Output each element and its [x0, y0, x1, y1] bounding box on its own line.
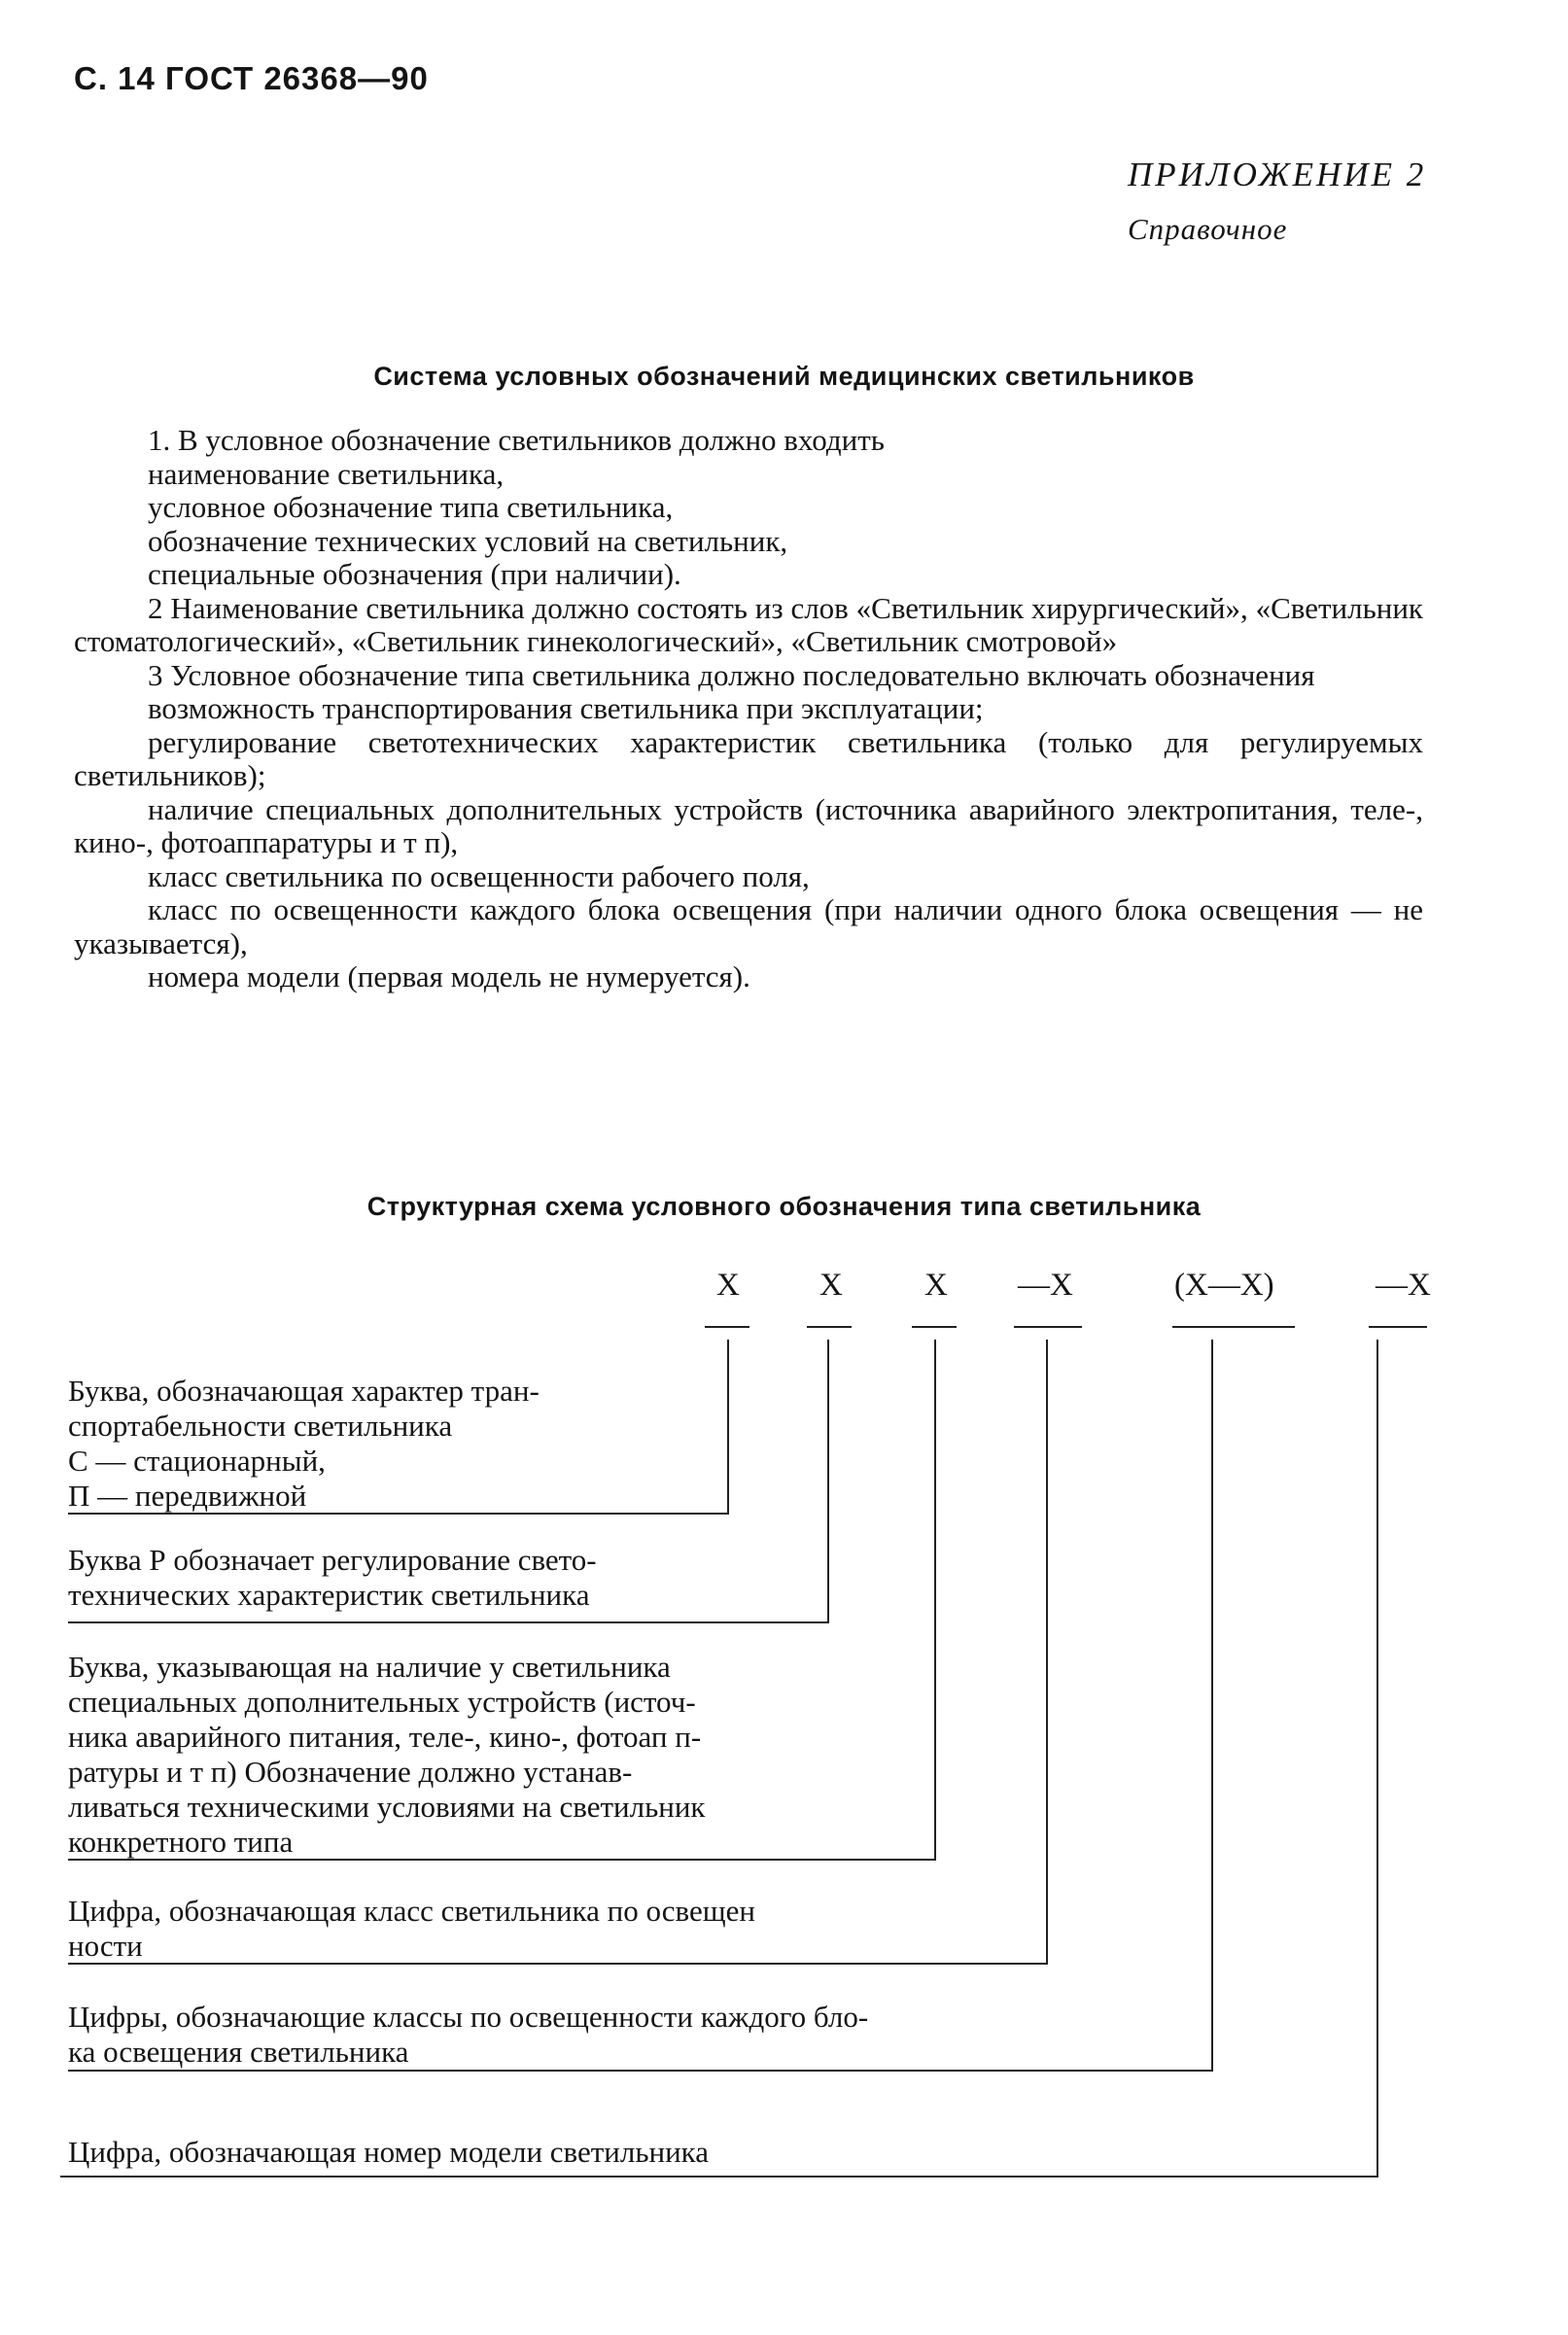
description-line: С — стационарный,	[68, 1444, 326, 1478]
connector-line	[934, 1340, 936, 1861]
appendix-title: ПРИЛОЖЕНИЕ 2	[1128, 156, 1427, 193]
clause-3-item: возможность транспортирования светильника при эксплуатации;	[148, 691, 984, 725]
leader-line	[68, 1859, 936, 1861]
page-header: С. 14 ГОСТ 26368—90	[74, 60, 429, 96]
clause-1-item: наименование светильника,	[148, 456, 505, 491]
description-line: технических характеристик светильника	[68, 1578, 590, 1612]
description-line: ливаться техническими условиями на светильник	[68, 1790, 706, 1824]
scheme-position: Х	[924, 1268, 948, 1303]
clause-1-item: обозначение технических условий на светильник,	[148, 523, 788, 558]
clause-1-intro: 1. В условное обозначение светильников должно входить	[148, 423, 885, 457]
position-underline	[1014, 1326, 1082, 1328]
description-line: конкретного типа	[68, 1825, 294, 1859]
leader-line	[68, 1513, 729, 1515]
scheme-description-1	[68, 1374, 710, 1514]
description-line: специальных дополнительных устройств (источ-	[68, 1685, 696, 1719]
scheme-position: Х	[819, 1268, 843, 1303]
connector-line	[1376, 1340, 1378, 2178]
leader-line	[60, 2176, 1378, 2178]
description-line: Цифры, обозначающие классы по освещенности каждого бло-	[68, 2000, 869, 2034]
clause-1-item: специальные обозначения (при наличии).	[148, 557, 681, 591]
description-line: Буква, обозначающая характер тран-	[68, 1374, 540, 1408]
description-line: ка освещения светильника	[68, 2035, 409, 2069]
clause-3-item: класс светильника по освещенности рабочего поля,	[148, 858, 810, 893]
leader-line	[68, 2070, 1213, 2072]
scheme-title: Структурная схема условного обозначения типа светильника	[366, 1192, 1202, 1221]
description-line: П — передвижной	[68, 1479, 307, 1513]
appendix-subtitle: Справочное	[1128, 212, 1288, 246]
scheme-description-5	[68, 2000, 1205, 2070]
leader-line	[68, 1963, 1048, 1965]
position-underline	[912, 1326, 957, 1328]
section-title: Система условных обозначений медицинских светильников	[373, 362, 1195, 391]
description-line: ника аварийного питания, теле-, кино-, фотоап п-	[68, 1720, 702, 1754]
clause-3-item: номера модели (первая модель не нумеруется).	[148, 959, 750, 993]
connector-line	[1211, 1340, 1213, 2072]
scheme-position: Х	[716, 1268, 740, 1303]
position-underline	[1369, 1326, 1427, 1328]
connector-line	[727, 1340, 729, 1513]
clause-3-item: класс по освещенности каждого блока освещения (при наличии одного блока освещения — не указывается),	[74, 892, 1423, 960]
description-line: Буква, указывающая на наличие у светильника	[68, 1650, 671, 1684]
scheme-description-2	[68, 1543, 826, 1613]
description-line: ратуры и т п) Обозначение должно устанав-	[68, 1755, 633, 1789]
description-line: ности	[68, 1929, 143, 1963]
scheme-position: —Х	[1376, 1268, 1431, 1303]
position-underline	[705, 1326, 749, 1328]
scheme-description-6	[68, 2135, 1040, 2170]
clause-3-item: регулирование светотехнических характеристик светильника (только для регулируемых светильников);	[74, 724, 1423, 792]
description-line: Цифра, обозначающая класс светильника по освещен	[68, 1894, 755, 1928]
leader-line	[68, 1621, 829, 1623]
position-underline	[1172, 1326, 1295, 1328]
connector-line	[827, 1340, 829, 1623]
position-underline	[807, 1326, 852, 1328]
scheme-position: (Х—Х)	[1174, 1268, 1274, 1303]
body-text	[74, 424, 1423, 994]
scheme-description-3	[68, 1650, 923, 1860]
clause-3-intro: 3 Условное обозначение типа светильника должно последовательно включать обозначения	[148, 657, 1315, 692]
clause-3-item: наличие специальных дополнительных устройств (источника аварийного электропитания, теле-, кино-, фотоаппаратуры и т п),	[74, 791, 1423, 859]
clause-2: 2 Наименование светильника должно состоять из слов «Светильник хирургический», «Светильник стоматологический», «Светильник гинекологический», «Светильник смотровой»	[74, 590, 1423, 658]
scheme-position: —Х	[1018, 1268, 1073, 1303]
scheme-positions	[0, 1268, 1568, 1314]
connector-line	[1046, 1340, 1048, 1965]
scheme-description-4	[68, 1894, 1040, 1964]
description-line: спортабельности светильника	[68, 1409, 453, 1443]
description-line: Буква Р обозначает регулирование свето-	[68, 1543, 597, 1577]
clause-1-item: условное обозначение типа светильника,	[148, 490, 674, 524]
description-line: Цифра, обозначающая номер модели светильника	[68, 2135, 710, 2169]
